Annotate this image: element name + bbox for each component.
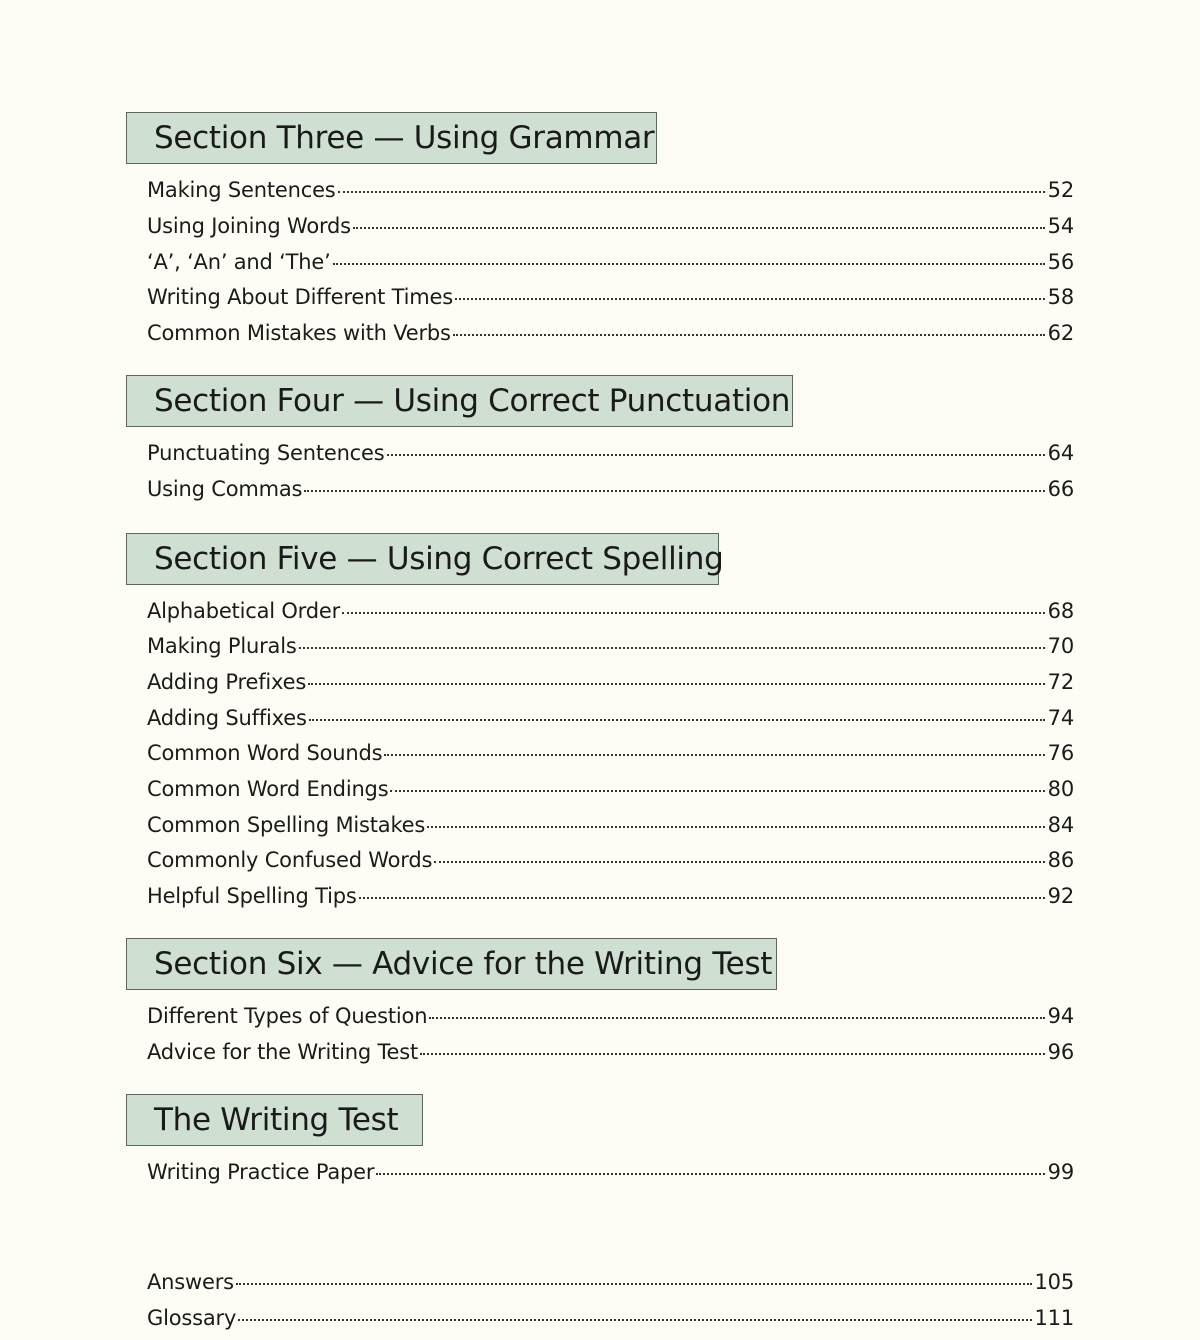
entry-title: Common Spelling Mistakes [147,813,426,837]
toc-entry[interactable] [147,212,1074,242]
dot-leader [420,1038,1045,1059]
section-heading-six: Section Six — Advice for the Writing Test [126,938,777,990]
entry-title: Writing Practice Paper [147,1160,375,1184]
toc-entry[interactable] [147,319,1074,349]
entry-page-number: 68 [1047,599,1074,623]
entry-title: ‘A’, ‘An’ and ‘The’ [147,250,331,274]
dot-leader [453,319,1045,340]
dot-leader [342,597,1045,618]
section-heading-writing-test: The Writing Test [126,1094,423,1146]
entry-page-number: 58 [1047,285,1074,309]
entry-title: Making Plurals [147,634,297,658]
entry-title: Punctuating Sentences [147,441,385,465]
section-heading-four: Section Four — Using Correct Punctuation [126,375,793,427]
toc-entry[interactable] [147,811,1074,841]
entry-page-number: 80 [1047,777,1074,801]
dot-leader [238,1304,1031,1325]
entry-title: Helpful Spelling Tips [147,884,357,908]
toc-entry-answers[interactable] [147,1268,1074,1298]
dot-leader [359,882,1045,903]
dot-leader [353,212,1045,233]
entry-title: Adding Suffixes [147,706,307,730]
toc-entry[interactable] [147,1158,1074,1188]
entry-title: Glossary [147,1306,237,1330]
dot-leader [376,1158,1044,1179]
entry-page-number: 62 [1047,321,1074,345]
dot-leader [304,475,1044,496]
entry-title: Common Word Endings [147,777,389,801]
entry-title: Using Commas [147,477,303,501]
entry-title: Using Joining Words [147,214,351,238]
toc-entry[interactable] [147,1002,1074,1032]
entry-title: Answers [147,1270,234,1294]
toc-entry[interactable] [147,739,1074,769]
dot-leader [429,1002,1044,1023]
section-heading-three: Section Three — Using Grammar [126,112,657,164]
dot-leader [390,775,1044,796]
toc-entry[interactable] [147,176,1074,206]
entry-page-number: 86 [1047,848,1074,872]
entry-title: Common Mistakes with Verbs [147,321,451,345]
entry-page-number: 94 [1047,1004,1074,1028]
entry-title: Different Types of Question [147,1004,428,1028]
toc-entry[interactable] [147,775,1074,805]
dot-leader [299,632,1045,653]
entry-page-number: 99 [1047,1160,1074,1184]
dot-leader [427,811,1045,832]
entry-page-number: 72 [1047,670,1074,694]
toc-entry[interactable] [147,475,1074,505]
dot-leader [434,846,1044,867]
dot-leader [309,704,1045,725]
entry-page-number: 105 [1034,1270,1074,1294]
entry-page-number: 64 [1047,441,1074,465]
entry-title: Alphabetical Order [147,599,341,623]
dot-leader [338,176,1045,197]
entry-page-number: 96 [1047,1040,1074,1064]
toc-entry[interactable] [147,597,1074,627]
toc-entry[interactable] [147,846,1074,876]
entry-title: Making Sentences [147,178,336,202]
entry-page-number: 111 [1034,1306,1074,1330]
toc-entry[interactable] [147,704,1074,734]
dot-leader [333,248,1045,269]
toc-entry[interactable] [147,1038,1074,1068]
dot-leader [387,439,1045,460]
toc-entry[interactable] [147,283,1074,313]
toc-entry[interactable] [147,632,1074,662]
toc-entry[interactable] [147,439,1074,469]
entry-title: Common Word Sounds [147,741,383,765]
entry-page-number: 66 [1047,477,1074,501]
toc-entry[interactable] [147,668,1074,698]
toc-entry[interactable] [147,882,1074,912]
entry-page-number: 76 [1047,741,1074,765]
entry-title: Adding Prefixes [147,670,307,694]
entry-title: Commonly Confused Words [147,848,433,872]
entry-title: Writing About Different Times [147,285,453,309]
toc-entry[interactable] [147,248,1074,278]
entry-page-number: 70 [1047,634,1074,658]
toc-entry-glossary[interactable] [147,1304,1074,1334]
entry-page-number: 74 [1047,706,1074,730]
section-heading-five: Section Five — Using Correct Spelling [126,533,719,585]
dot-leader [236,1268,1032,1289]
entry-page-number: 92 [1047,884,1074,908]
entry-title: Advice for the Writing Test [147,1040,419,1064]
entry-page-number: 54 [1047,214,1074,238]
entry-page-number: 84 [1047,813,1074,837]
dot-leader [455,283,1045,304]
entry-page-number: 52 [1047,178,1074,202]
dot-leader [308,668,1045,689]
entry-page-number: 56 [1047,250,1074,274]
dot-leader [384,739,1044,760]
